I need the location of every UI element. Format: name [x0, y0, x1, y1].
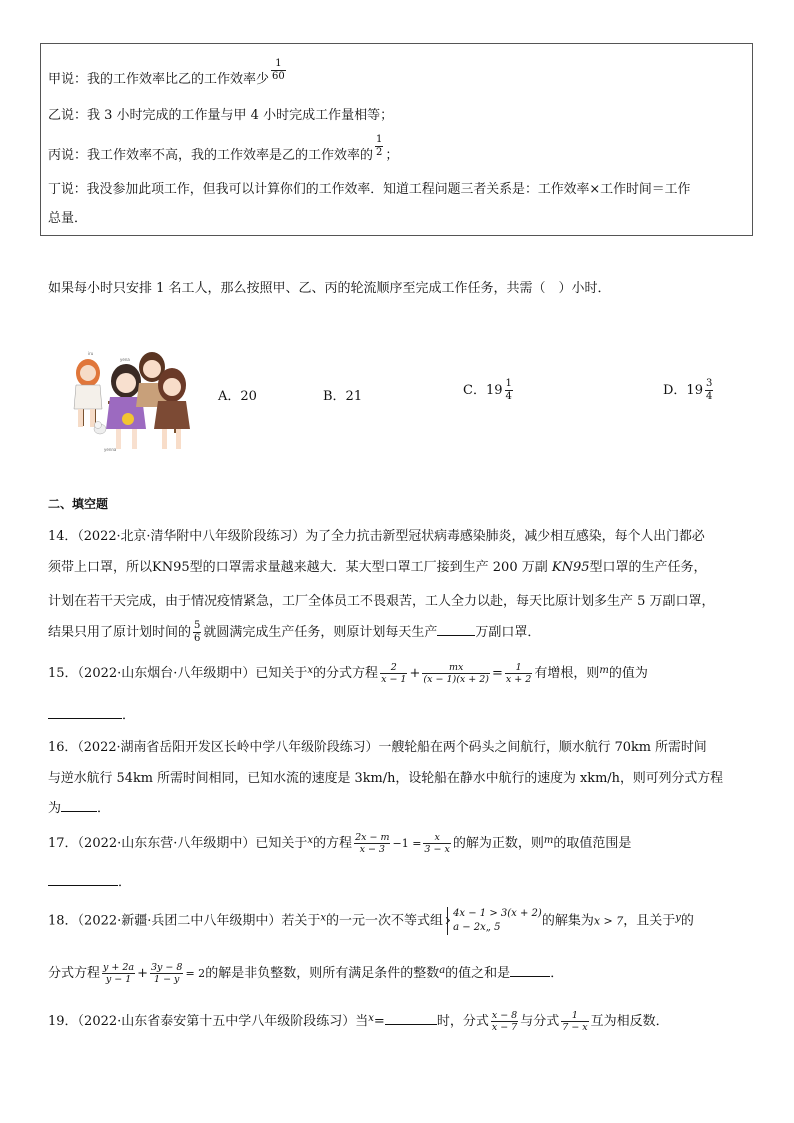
q18-text: 的 [680, 913, 694, 929]
q14-line4 [48, 620, 540, 645]
q17-text: 的方程 [313, 836, 353, 851]
q15-text: 有增根，则 [534, 666, 600, 681]
girls-illustration-image [48, 311, 216, 475]
frac-num: 1 [505, 662, 532, 674]
q18-text: 的解是非负整数，则所有满足条件的整数 [205, 966, 440, 981]
svg-text:yenna: yenna [104, 447, 117, 452]
q17-fraction-1 [354, 832, 390, 855]
option-a[interactable]: A．20 [218, 389, 257, 404]
frac-den: x + 2 [505, 674, 532, 685]
q17-fraction-2 [423, 832, 450, 855]
statement-yi-text: 乙说：我 3 小时完成的工作量与甲 4 小时完成工作量相等； [48, 108, 394, 123]
q16-line3 [48, 797, 110, 816]
q18-line2 [48, 962, 563, 985]
statement-yi [48, 104, 393, 123]
q15-text: 15．（2022·山东烟台·八年级期中）已知关于 [48, 666, 308, 681]
q15-line1 [48, 662, 648, 685]
q14-line4-part: 万副口罩． [475, 625, 541, 640]
frac-den: x − 3 [359, 844, 385, 855]
frac-den: y − 1 [105, 974, 132, 985]
q15-text: 的分式方程 [313, 666, 379, 681]
q18-text: 的值之和是 [445, 966, 511, 981]
equals-sign: = [373, 1014, 385, 1029]
option-d-label: D．19 [663, 383, 703, 398]
var-a: a [439, 965, 446, 976]
q17-line2 [48, 871, 131, 890]
var-x: x [320, 912, 327, 924]
fraction-one-half [375, 134, 383, 159]
statement-jia-text: 甲说：我的工作效率比乙的工作效率少 [48, 72, 270, 87]
frac-den: 3 − x [424, 844, 450, 855]
option-c-fraction [505, 378, 513, 403]
option-d-fraction [705, 378, 713, 403]
solution-set: x > 7 [593, 914, 624, 928]
frac-den: 7 − x [562, 1022, 588, 1033]
var-y: y [675, 912, 681, 924]
answer-blank[interactable] [48, 873, 118, 886]
q19-text: 19．（2022·山东省泰安第十五中学八年级阶段练习）当 [48, 1014, 369, 1029]
option-b[interactable]: B．21 [323, 389, 363, 404]
period: ． [97, 801, 111, 816]
frac-den: 2 [376, 147, 383, 158]
q14-line2-part: 须带上口罩，所以 [48, 560, 153, 575]
svg-text:yena: yena [120, 357, 130, 362]
q14-line2-part: 型的口罩需求量越来越大．某大型口罩工厂接到生产 200 万副 [189, 560, 548, 575]
q16-line2: 与逆水航行 54km 所需时间相同，已知水流的速度是 3km/h，设轮船在静水中航行的速度为 xkm/h，则可列分式方程 [48, 771, 724, 786]
fraction-one-sixtieth [271, 58, 286, 83]
q19-line1 [48, 1010, 669, 1033]
frac-num: 2x − m [355, 832, 390, 843]
q15-line2 [48, 704, 135, 723]
var-x: x [307, 835, 314, 846]
frac-num: 5 [194, 620, 201, 631]
var-m: m [599, 665, 609, 676]
frac-den: 4 [505, 391, 512, 402]
q16-text: 为 [48, 801, 62, 816]
frac-num: 1 [376, 134, 383, 145]
option-c[interactable] [463, 378, 515, 403]
frac-den: 4 [705, 391, 713, 402]
equals-sign: = [492, 666, 503, 681]
frac-den: x − 1 [381, 674, 407, 685]
frac-den: (x − 1)(x + 2) [423, 674, 490, 685]
frac-num: 1 [271, 58, 286, 71]
q19-fraction-2 [561, 1010, 588, 1033]
period: ． [118, 875, 132, 890]
answer-blank[interactable] [437, 623, 475, 636]
q16-line1: 16．（2022·湖南省岳阳开发区长岭中学八年级阶段练习）一艘轮船在两个码头之间航行，顺水航行 70km 所需时间 [48, 740, 707, 755]
q18-text: 18．（2022·新疆·兵团二中八年级期中）若关于 [48, 913, 321, 929]
frac-num: mx [422, 662, 490, 674]
fraction-five-sixths [193, 620, 201, 645]
q15-fraction-3 [505, 662, 532, 685]
statement-jia [48, 58, 288, 87]
svg-text:iru: iru [88, 351, 94, 356]
q14-line2 [48, 556, 707, 575]
option-d[interactable] [663, 378, 715, 403]
q19-text: 时，分式 [436, 1014, 489, 1029]
statement-bing-text: 丙说：我工作效率不高，我的工作效率是乙的工作效率的 [48, 148, 374, 163]
frac-num: y + 2a [103, 962, 135, 973]
frac-num: x − 8 [491, 1010, 518, 1021]
q18-fraction-1 [102, 962, 135, 985]
answer-blank[interactable] [385, 1012, 437, 1025]
q14-line4-part: 就圆满完成生产任务，则原计划每天生产 [203, 625, 438, 640]
frac-num: 1 [505, 378, 512, 389]
frac-num: 3y − 8 [151, 962, 183, 973]
q15-fraction-2 [422, 662, 490, 685]
frac-num: 3 [705, 378, 713, 389]
q19-text: 互为相反数． [590, 1014, 669, 1029]
q19-fraction-1 [491, 1010, 518, 1033]
q17-text: 的取值范围是 [553, 836, 632, 851]
statement-bing-tail: ； [385, 148, 399, 163]
q19-text: 与分式 [520, 1014, 560, 1029]
frac-den: x − 7 [491, 1022, 518, 1033]
q18-text: 分式方程 [48, 966, 101, 981]
q17-text: 的解为正数，则 [452, 836, 544, 851]
q18-text: 的解集为 [541, 913, 594, 929]
frac-num: 1 [561, 1010, 588, 1022]
frac-den: 1 − y [154, 974, 180, 985]
var-x: x [368, 1013, 374, 1024]
inequality-system [447, 907, 542, 935]
statement-bing [48, 134, 398, 163]
frac-num: 2 [380, 662, 407, 674]
frac-num: x [423, 832, 450, 844]
var-m: m [543, 835, 554, 846]
period: ． [122, 708, 136, 723]
q17-line1 [48, 832, 631, 855]
q14-line2-part: 型口罩的生产任务， [589, 560, 707, 575]
plus-sign: + [409, 666, 421, 681]
section-title: 二、填空题 [48, 497, 109, 511]
kn95-label: KN95 [152, 560, 190, 575]
q14-line1: 14．（2022·北京·清华附中八年级阶段练习）为了全力抗击新型冠状病毒感染肺炎，减少相互感染，每个人出门都必 [48, 529, 705, 544]
q18-text: 的一元一次不等式组 [326, 913, 444, 929]
var-x: x [307, 665, 314, 676]
frac-den: 6 [194, 633, 201, 644]
statement-ding-line1: 丁说：我没参加此项工作，但我可以计算你们的工作效率．知道工程问题三者关系是：工作效率×工作时间＝工作 [48, 182, 691, 197]
inequality-1: 4x − 1 > 3(x + 2) [453, 908, 542, 919]
q18-text: ，且关于 [623, 913, 676, 929]
q13-question: 如果每小时只安排 1 名工人，那么按照甲、乙、丙的轮流顺序至完成工作任务，共需（ ）小时． [48, 281, 611, 296]
answer-blank[interactable] [510, 964, 550, 977]
inequality-2: a − 2x„ 5 [453, 922, 501, 933]
minus-one-equals: −1 = [392, 837, 422, 850]
answer-blank[interactable] [48, 706, 122, 719]
option-c-label: C．19 [463, 383, 503, 398]
q15-fraction-1 [380, 662, 407, 685]
q14-line4-part: 结果只用了原计划时间的 [48, 625, 192, 640]
q18-line1 [48, 907, 694, 935]
equals-two: = 2 [185, 967, 206, 980]
q15-text: 的值为 [608, 666, 648, 681]
kn95-italic-label: KN95 [551, 560, 590, 575]
q17-text: 17．（2022·山东东营·八年级期中）已知关于 [48, 836, 308, 851]
frac-den: 60 [272, 71, 285, 82]
plus-sign: + [137, 966, 148, 981]
answer-blank[interactable] [61, 799, 97, 812]
statement-ding-line2: 总量． [48, 211, 88, 226]
q14-line3: 计划在若干天完成，由于情况疫情紧急，工厂全体员工不畏艰苦，工人全力以赴，每天比原计划多生产 5 万副口罩， [48, 594, 715, 609]
q18-fraction-2 [150, 962, 183, 985]
period: ． [550, 966, 564, 981]
